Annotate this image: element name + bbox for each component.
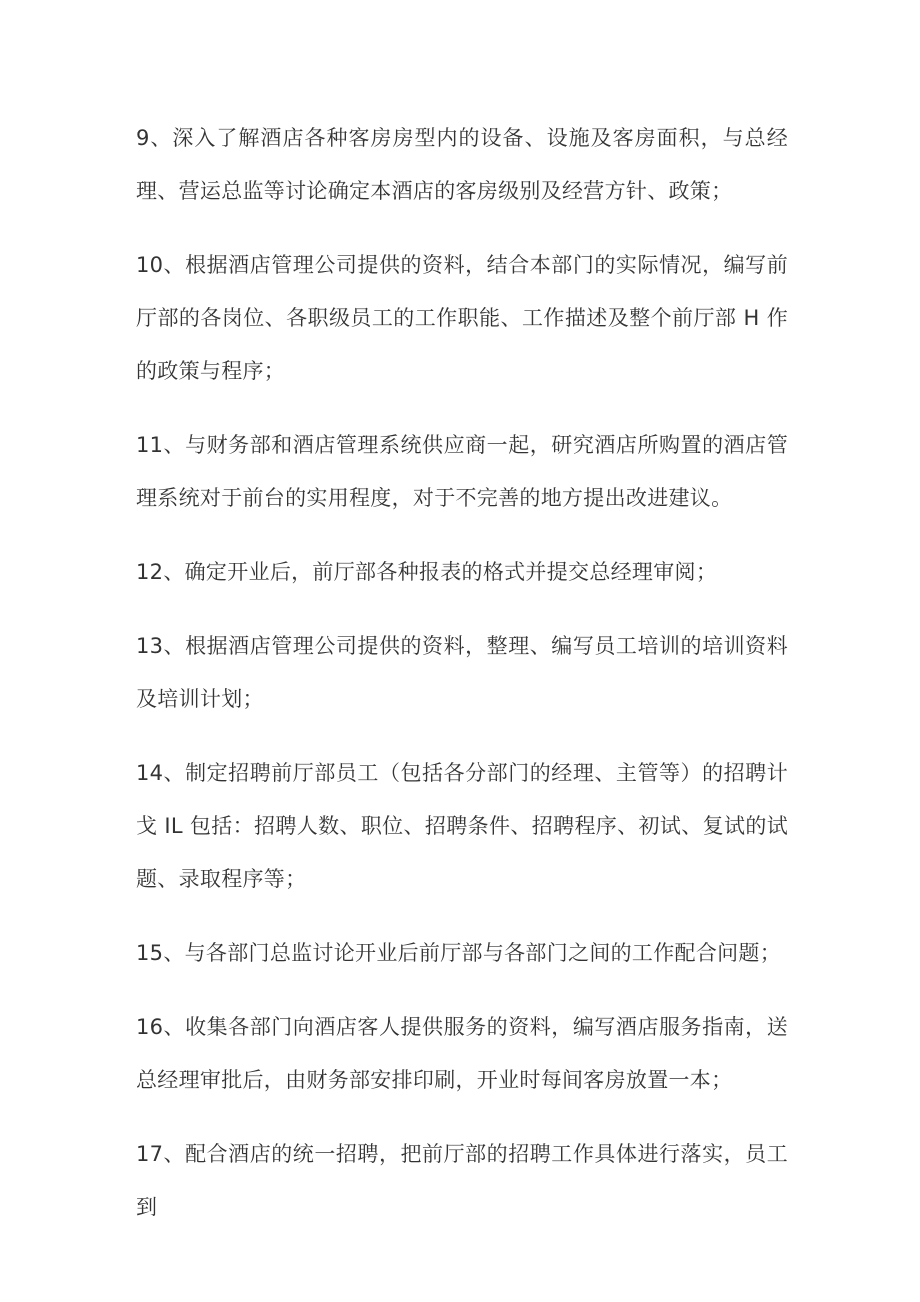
list-item-12: 12、确定开业后，前厅部各种报表的格式并提交总经理审阅； xyxy=(136,560,718,584)
document-page xyxy=(136,112,788,1234)
list-item-13: 13、根据酒店管理公司提供的资料，整理、编写员工培训的培训资料及培训计划； xyxy=(136,634,788,711)
list-item-15: 15、与各部门总监讨论开业后前厅部与各部门之间的工作配合问题； xyxy=(136,941,782,965)
list-item-16: 16、收集各部门向酒店客人提供服务的资料，编写酒店服务指南，送总经理审批后，由财务部安排印刷，开业时每间客房放置一本； xyxy=(136,1015,788,1092)
list-item-11: 11、与财务部和酒店管理系统供应商一起，研究酒店所购置的酒店管理系统对于前台的实用程度，对于不完善的地方提出改进建议。 xyxy=(136,433,788,510)
list-item-17: 17、配合酒店的统一招聘，把前厅部的招聘工作具体进行落实，员工到 xyxy=(136,1142,788,1219)
list-item-9: 9、深入了解酒店各种客房房型内的设备、设施及客房面积，与总经理、营运总监等讨论确定本酒店的客房级别及经营方针、政策； xyxy=(136,126,788,203)
list-item-10: 10、根据酒店管理公司提供的资料，结合本部门的实际情况，编写前厅部的各岗位、各职级员工的工作职能、工作描述及整个前厅部 H 作的政策与程序； xyxy=(136,253,788,383)
list-item-14: 14、制定招聘前厅部员工（包括各分部门的经理、主管等）的招聘计戈 IL 包括：招聘人数、职位、招聘条件、招聘程序、初试、复试的试题、录取程序等； xyxy=(136,761,788,891)
